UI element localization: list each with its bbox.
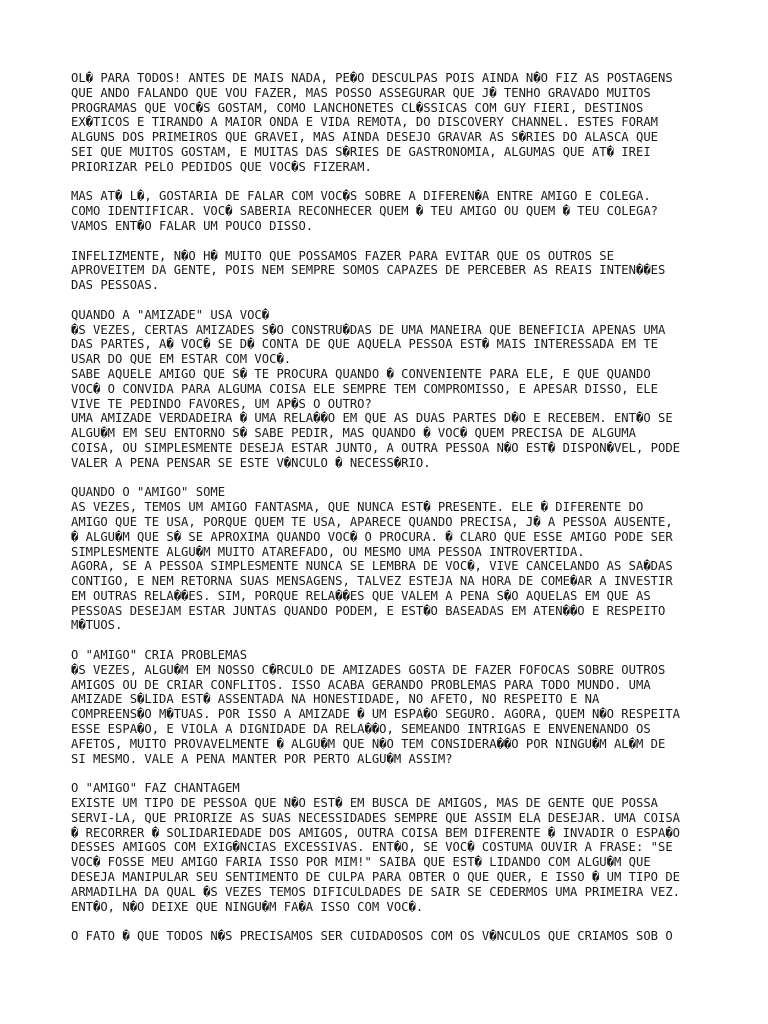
- paragraph-intro: OL� PARA TODOS! ANTES DE MAIS NADA, PE�O DESCULPAS POIS AINDA N�O FIZ AS POSTAGENS QUE ANDO FALANDO QUE VOU FAZER, MAS POSSO ASSEGURAR QUE J� TENHO GRAVADO MUITOS PROGRAMAS QUE VOC�S GOSTAM, COMO LANCHONETES CL�SSICAS COM GUY FIERI, DESTINOS EX�TICOS E TIRANDO A MAIOR ONDA E VIDA REMOTA, DO DISCOVERY CHANNEL. ESTES FORAM ALGUNS DOS PRIMEIROS QUE GRAVEI, MAS AINDA DESEJO GRAVAR AS S�RIES DO ALASCA QUE SEI QUE MUITOS GOSTAM, E MUITAS DAS S�RIES DE GASTRONOMIA, ALGUMAS QUE AT� IREI PRIORIZAR PELO PEDIDOS QUE VOC�S FIZERAM.: [71, 71, 673, 174]
- document-page: [71, 71, 721, 959]
- section-friendship-uses-you: QUANDO A "AMIZADE" USA VOC� �S VEZES, CERTAS AMIZADES S�O CONSTRU�DAS DE UMA MANEIRA QUE BENEFICIA APENAS UMA DAS PARTES, A� VOC� SE D� CONTA DE QUE AQUELA PESSOA EST� MAIS INTERESSADA EM TE USAR DO QUE EM ESTAR COM VOC�. SABE AQUELE AMIGO QUE S� TE PROCURA QUANDO � CONVENIENTE PARA ELE, E QUE QUANDO VOC� O CONVIDA PARA ALGUMA COISA ELE SEMPRE TEM COMPROMISSO, E APESAR DISSO, ELE VIVE TE PEDINDO FAVORES, UM AP�S O OUTRO? UMA AMIZADE VERDADEIRA � UMA RELA��O EM QUE AS DUAS PARTES D�O E RECEBEM. ENT�O SE ALGU�M EM SEU ENTORNO S� SABE PEDIR, MAS QUANDO � VOC� QUEM PRECISA DE ALGUMA COISA, OU SIMPLESMENTE DESEJA ESTAR JUNTO, A OUTRA PESSOA N�O EST� DISPON�VEL, PODE VALER A PENA PENSAR SE ESTE V�NCULO � NECESS�RIO.: [71, 307, 681, 470]
- paragraph-conclusion: O FATO � QUE TODOS N�S PRECISAMOS SER CUIDADOSOS COM OS V�NCULOS QUE CRIAMOS SOB O: [71, 929, 673, 944]
- section-friend-creates-problems: O "AMIGO" CRIA PROBLEMAS �S VEZES, ALGU�M EM NOSSO C�RCULO DE AMIZADES GOSTA DE FAZER FOFOCAS SOBRE OUTROS AMIGOS OU DE CRIAR CONFLITOS. ISSO ACABA GERANDO PROBLEMAS PARA TODO MUNDO. UMA AMIZADE S�LIDA EST� ASSENTADA NA HONESTIDADE, NO AFETO, NO RESPEITO E NA COMPREENS�O M�TUAS. POR ISSO A AMIZADE � UM ESPA�O SEGURO. AGORA, QUEM N�O RESPEITA ESSE ESPA�O, E VIOLA A DIGNIDADE DA RELA��O, SEMEANDO INTRIGAS E ENVENENANDO OS AFETOS, MUITO PROVAVELMENTE � ALGU�M QUE N�O TEM CONSIDERA��O POR NINGU�M AL�M DE SI MESMO. VALE A PENA MANTER POR PERTO ALGU�M ASSIM?: [71, 648, 681, 766]
- paragraph-friend-vs-colleague: MAS AT� L�, GOSTARIA DE FALAR COM VOC�S SOBRE A DIFEREN�A ENTRE AMIGO E COLEGA. COMO IDENTIFICAR. VOC� SABERIA RECONHECER QUEM � TEU AMIGO OU QUEM � TEU COLEGA? VAMOS ENT�O FALAR UM POUCO DISSO.: [71, 189, 658, 233]
- section-friend-blackmails: O "AMIGO" FAZ CHANTAGEM EXISTE UM TIPO DE PESSOA QUE N�O EST� EM BUSCA DE AMIGOS, MAS DE GENTE QUE POSSA SERVI-LA, QUE PRIORIZE AS SUAS NECESSIDADES SEMPRE QUE ASSIM ELA DESEJAR. UMA COISA � RECORRER � SOLIDARIEDADE DOS AMIGOS, OUTRA COISA BEM DIFERENTE � INVADIR O ESPA�O DESSES AMIGOS COM EXIG�NCIAS EXCESSIVAS. ENT�O, SE VOC� COSTUMA OUVIR A FRASE: "SE VOC� FOSSE MEU AMIGO FARIA ISSO POR MIM!" SAIBA QUE EST� LIDANDO COM ALGU�M QUE DESEJA MANIPULAR SEU SENTIMENTO DE CULPA PARA OBTER O QUE QUER, E ISSO � UM TIPO DE ARMADILHA DA QUAL �S VEZES TEMOS DIFICULDADES DE SAIR SE CEDERMOS UMA PRIMEIRA VEZ. ENT�O, N�O DEIXE QUE NINGU�M FA�A ISSO COM VOC�.: [71, 781, 681, 914]
- section-friend-disappears: QUANDO O "AMIGO" SOME AS VEZES, TEMOS UM AMIGO FANTASMA, QUE NUNCA EST� PRESENTE. ELE � DIFERENTE DO AMIGO QUE TE USA, PORQUE QUEM TE USA, APARECE QUANDO PRECISA, J� A PESSOA AUSENTE, � ALGU�M QUE S� SE APROXIMA QUANDO VOC� O PROCURA. � CLARO QUE ESSE AMIGO PODE SER SIMPLESMENTE ALGU�M MUITO ATAREFADO, OU MESMO UMA PESSOA INTROVERTIDA. AGORA, SE A PESSOA SIMPLESMENTE NUNCA SE LEMBRA DE VOC�, VIVE CANCELANDO AS SA�DAS CONTIGO, E NEM RETORNA SUAS MENSAGENS, TALVEZ ESTEJA NA HORA DE COME�AR A INVESTIR EM OUTRAS RELA��ES. SIM, PORQUE RELA��ES QUE VALEM A PENA S�O AQUELAS EM QUE AS PESSOAS DESEJAM ESTAR JUNTAS QUANDO PODEM, E EST�O BASEADAS EM ATEN��O E RESPEITO M�TUOS.: [71, 485, 673, 633]
- paragraph-unfortunately: INFELIZMENTE, N�O H� MUITO QUE POSSAMOS FAZER PARA EVITAR QUE OS OUTROS SE APROVEITEM DA GENTE, POIS NEM SEMPRE SOMOS CAPAZES DE PERCEBER AS REAIS INTEN��ES DAS PESSOAS.: [71, 248, 666, 293]
